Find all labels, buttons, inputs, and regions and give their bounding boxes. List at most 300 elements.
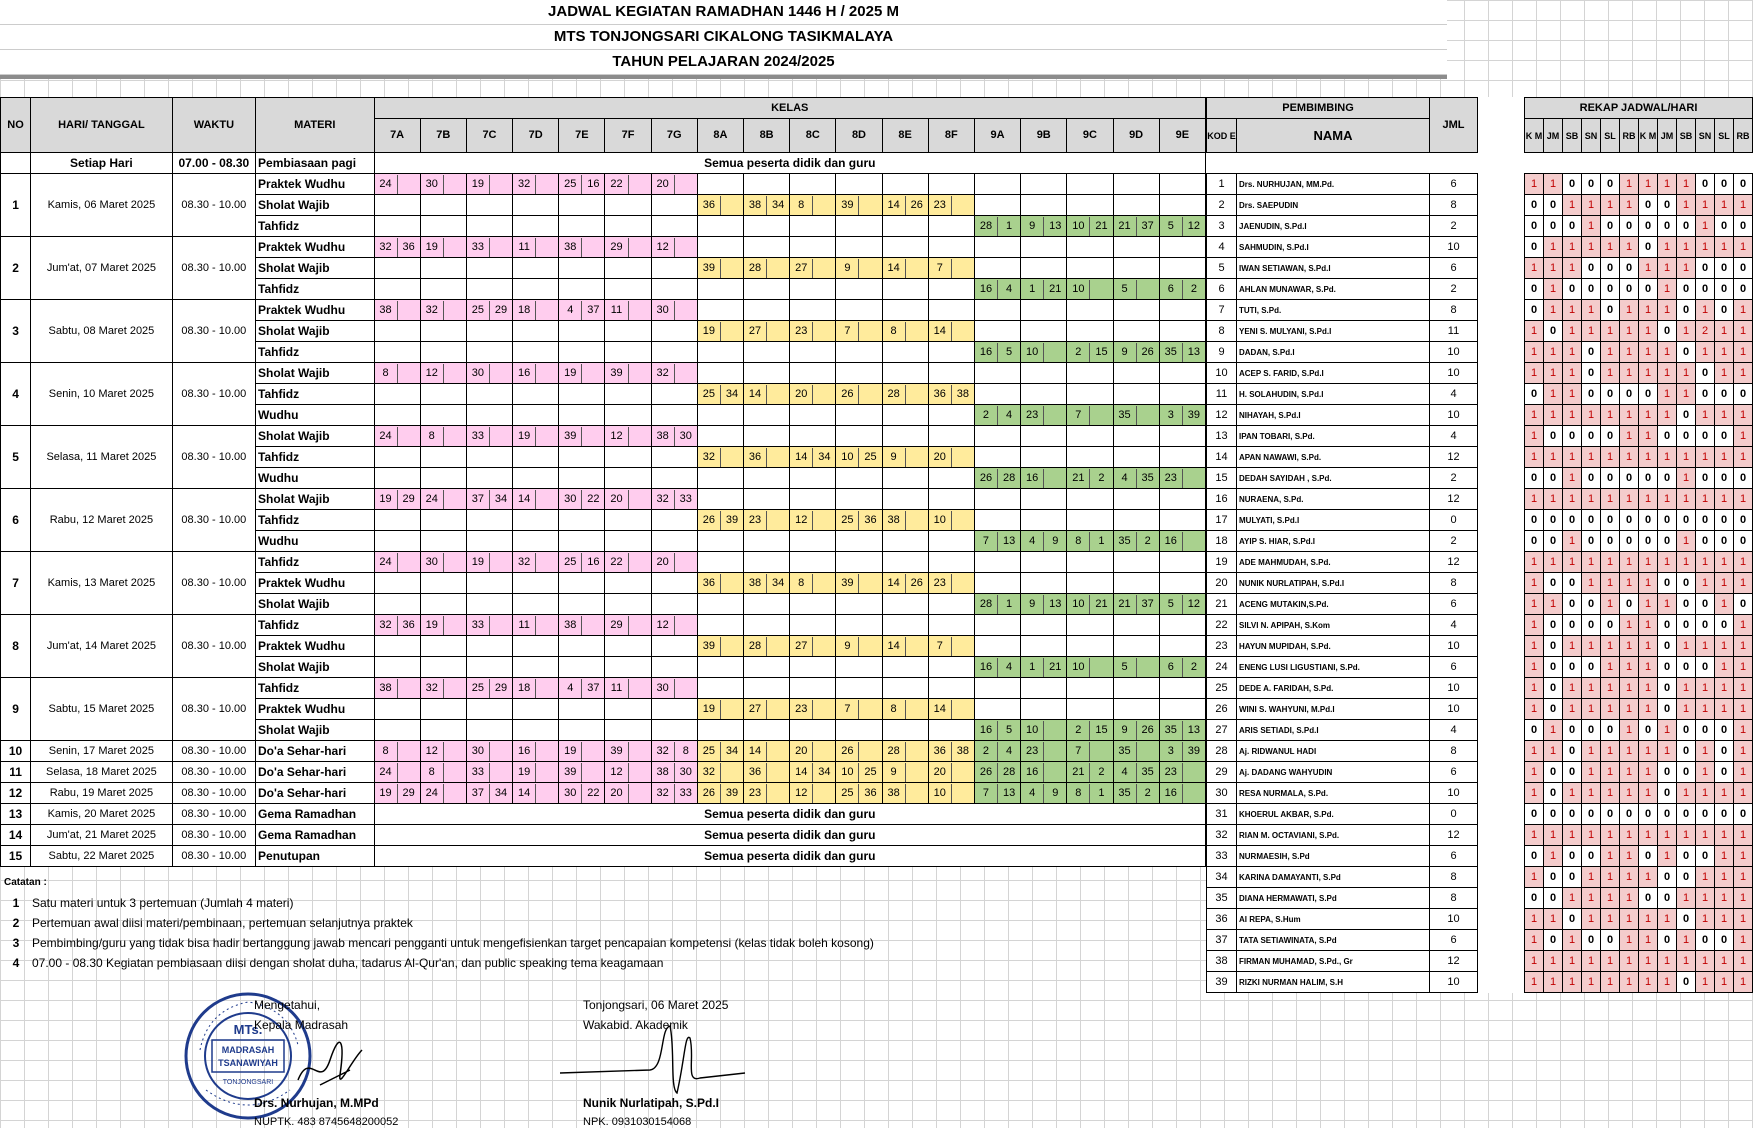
class-cell: [928, 300, 974, 321]
rekap-cell: 0: [1544, 783, 1563, 804]
class-value: [675, 553, 697, 572]
class-cell: [1067, 426, 1113, 447]
class-value: 13: [1002, 534, 1016, 547]
class-cell: [1067, 636, 1113, 657]
gap-cell: [1478, 573, 1525, 594]
class-value: 6: [1160, 658, 1183, 677]
teacher-name: WINI S. WAHYUNI, M.Pd.I: [1237, 699, 1430, 720]
stamp-tonjongsari: TONJONGSARI: [222, 1079, 274, 1086]
class-cell: [836, 426, 882, 447]
pembimbing-row: [1207, 552, 1753, 573]
day-waktu: 08.30 - 10.00: [172, 678, 255, 741]
class-value: 22: [587, 786, 600, 799]
class-cell: [836, 531, 882, 552]
class-cell: [651, 342, 697, 363]
class-value: 24: [421, 490, 444, 509]
class-value: [490, 364, 512, 383]
rekap-cell: 1: [1734, 972, 1753, 993]
kelas-header-9d: 9D: [1113, 119, 1159, 153]
class-cell: [790, 321, 836, 342]
class-value: 32: [698, 763, 721, 782]
class-cell: [466, 447, 512, 468]
class-cell: [836, 468, 882, 489]
rekap-cell: 1: [1715, 489, 1734, 510]
kelas-header-7a: 7A: [374, 119, 420, 153]
class-cell: [1159, 174, 1205, 195]
class-value: [444, 784, 466, 803]
class-value: 7: [836, 700, 859, 719]
rekap-cell: 1: [1639, 552, 1658, 573]
materi-cell: Gema Ramadhan: [256, 825, 374, 846]
class-value: [490, 616, 512, 635]
teacher-name: ACENG MUTAKIN,S.Pd.: [1237, 594, 1430, 615]
rekap-cell: 1: [1601, 237, 1620, 258]
class-value: 28: [883, 385, 906, 404]
teacher-name: AYIP S. HIAR, S.Pd.I: [1237, 531, 1430, 552]
class-value: 30: [559, 490, 582, 509]
rekap-cell: 0: [1601, 174, 1620, 195]
class-cell: [374, 594, 420, 615]
class-value: [813, 511, 835, 530]
class-cell: [374, 195, 420, 216]
teacher-jml: 10: [1430, 909, 1478, 930]
class-cell: [744, 426, 790, 447]
class-value: 33: [467, 616, 490, 635]
rekap-cell: 1: [1525, 867, 1544, 888]
class-value: 8: [883, 322, 906, 341]
class-cell: [1113, 258, 1159, 279]
class-cell: [974, 636, 1020, 657]
sig-left-line1: Mengetahui,: [254, 998, 321, 1012]
notes-section: [0, 873, 1206, 973]
sheet-titles: [0, 0, 1447, 79]
class-value: 23: [929, 574, 952, 593]
class-value: [444, 616, 466, 635]
rekap-cell: 1: [1677, 468, 1696, 489]
class-value: [906, 322, 928, 341]
class-value: 39: [725, 513, 739, 526]
rekap-cell: 1: [1525, 258, 1544, 279]
rekap-cell: 0: [1563, 867, 1582, 888]
teacher-jml: 6: [1430, 762, 1478, 783]
class-value: 38: [559, 238, 582, 257]
rekap-cell: 0: [1696, 594, 1715, 615]
class-cell: [420, 657, 466, 678]
class-value: 14: [929, 700, 952, 719]
rekap-cell: 1: [1601, 909, 1620, 930]
rekap-cell: 1: [1715, 447, 1734, 468]
class-value: 5: [1006, 723, 1013, 736]
class-cell: [559, 468, 605, 489]
rekap-cell: 1: [1563, 930, 1582, 951]
class-value: [582, 238, 604, 257]
gap-cell: [1478, 636, 1525, 657]
pembimbing-row: [1207, 468, 1753, 489]
rekap-cell: 1: [1658, 342, 1677, 363]
day-no: 10: [1, 741, 31, 762]
class-value: 9: [1052, 786, 1059, 799]
teacher-name: ADE MAHMUDAH, S.Pd.: [1237, 552, 1430, 573]
pembimbing-row: [1207, 321, 1753, 342]
rekap-cell: 1: [1544, 258, 1563, 279]
note-text: 07.00 - 08.30 Kegiatan pembiasaan diisi dengan sholat duha, tadarus Al-Qur'an, dan public speaking tema keagamaan: [32, 956, 664, 970]
class-cell: [420, 573, 466, 594]
kelas-header-7c: 7C: [466, 119, 512, 153]
class-cell: [1113, 783, 1159, 804]
class-value: 28: [744, 259, 767, 278]
teacher-jml: 12: [1430, 825, 1478, 846]
class-value: [536, 427, 558, 446]
rekap-cell: 1: [1715, 552, 1734, 573]
class-cell: [374, 405, 420, 426]
class-cell: [790, 783, 836, 804]
class-value: 12: [1187, 219, 1201, 232]
kelas-header-9a: 9A: [974, 119, 1020, 153]
class-value: [629, 490, 651, 509]
class-cell: [974, 195, 1020, 216]
class-value: 5: [1160, 217, 1183, 236]
gap-cell: [1478, 888, 1525, 909]
teacher-jml: 6: [1430, 657, 1478, 678]
rekap-cell: 0: [1639, 531, 1658, 552]
rekap-cell: 1: [1696, 867, 1715, 888]
materi-cell: Sholat Wajib: [256, 426, 374, 447]
class-value: [675, 175, 697, 194]
rekap-cell: 1: [1620, 195, 1639, 216]
class-value: 16: [1160, 532, 1183, 551]
pembimbing-row: [1207, 867, 1753, 888]
class-value: 19: [513, 427, 536, 446]
class-cell: [1067, 720, 1113, 741]
class-cell: [1113, 741, 1159, 762]
class-cell: [513, 762, 559, 783]
rekap-cell: 0: [1734, 804, 1753, 825]
rekap-cell: 1: [1734, 741, 1753, 762]
class-value: 39: [698, 259, 721, 278]
header-materi: MATERI: [256, 98, 374, 153]
rekap-day-header: RB: [1734, 119, 1753, 153]
class-value: 2: [975, 406, 998, 425]
class-cell: [836, 195, 882, 216]
rekap-day-header: RB: [1620, 119, 1639, 153]
rekap-cell: 1: [1734, 237, 1753, 258]
rekap-cell: 1: [1677, 363, 1696, 384]
class-cell: [744, 636, 790, 657]
class-cell: [836, 279, 882, 300]
teacher-jml: 8: [1430, 741, 1478, 762]
class-cell: [697, 636, 743, 657]
class-cell: [651, 720, 697, 741]
teacher-name: DEDE A. FARIDAH, S.Pd.: [1237, 678, 1430, 699]
class-cell: [744, 237, 790, 258]
class-value: 10: [1021, 721, 1044, 740]
materi-cell: Tahfidz: [256, 216, 374, 237]
class-cell: [790, 426, 836, 447]
rekap-cell: 1: [1696, 762, 1715, 783]
class-cell: [882, 678, 928, 699]
class-cell: [559, 762, 605, 783]
rekap-cell: 1: [1734, 846, 1753, 867]
teacher-name: Aj. RIDWANUL HADI: [1237, 741, 1430, 762]
materi-cell: Tahfidz: [256, 615, 374, 636]
rekap-cell: 0: [1601, 531, 1620, 552]
class-value: 20: [929, 763, 952, 782]
class-cell: [1113, 573, 1159, 594]
rekap-cell: 0: [1715, 804, 1734, 825]
class-value: [1044, 469, 1066, 488]
rekap-cell: 0: [1563, 573, 1582, 594]
rekap-cell: 0: [1544, 804, 1563, 825]
class-value: 32: [652, 784, 675, 803]
note-item: [0, 913, 1206, 933]
sig-right-line1: Tonjongsari, 06 Maret 2025: [583, 998, 729, 1012]
class-cell: [1067, 762, 1113, 783]
class-cell: [697, 447, 743, 468]
class-cell: [790, 699, 836, 720]
class-cell: [836, 510, 882, 531]
rekap-cell: 1: [1525, 783, 1544, 804]
class-value: 8: [1067, 532, 1090, 551]
class-cell: [374, 489, 420, 510]
pembimbing-row: [1207, 909, 1753, 930]
class-value: 25: [467, 301, 490, 320]
rekap-cell: 1: [1639, 951, 1658, 972]
class-value: [629, 364, 651, 383]
class-value: 37: [1141, 219, 1154, 232]
day-no: 12: [1, 783, 31, 804]
class-value: 7: [929, 259, 952, 278]
day-2-row-1: [1, 237, 1206, 258]
class-value: 7: [1067, 742, 1090, 761]
class-cell: [1159, 279, 1205, 300]
pembimbing-row: [1207, 216, 1753, 237]
class-cell: [466, 237, 512, 258]
class-cell: [790, 720, 836, 741]
rekap-cell: 0: [1677, 279, 1696, 300]
pembimbing-spacer: [1207, 153, 1753, 174]
class-value: 38: [883, 784, 906, 803]
class-value: [859, 322, 881, 341]
class-cell: [697, 279, 743, 300]
class-value: 14: [790, 763, 813, 782]
rekap-cell: 1: [1525, 930, 1544, 951]
class-cell: [1021, 174, 1067, 195]
rekap-cell: 0: [1582, 279, 1601, 300]
class-cell: [559, 258, 605, 279]
gap-cell: [1478, 174, 1525, 195]
rekap-cell: 1: [1525, 636, 1544, 657]
rekap-cell: 0: [1563, 720, 1582, 741]
rekap-cell: 0: [1658, 678, 1677, 699]
class-value: 21: [1114, 595, 1137, 614]
class-cell: [928, 195, 974, 216]
rekap-cell: 0: [1715, 615, 1734, 636]
class-value: 21: [1114, 217, 1137, 236]
stamp-mts: MTs.: [233, 1022, 263, 1037]
class-value: 21: [1067, 763, 1090, 782]
class-cell: [466, 636, 512, 657]
rekap-cell: 1: [1658, 552, 1677, 573]
rekap-cell: 0: [1544, 930, 1563, 951]
rekap-cell: 1: [1677, 321, 1696, 342]
class-cell: [697, 300, 743, 321]
teacher-name: NURAENA, S.Pd.: [1237, 489, 1430, 510]
class-cell: [1067, 216, 1113, 237]
class-value: 35: [1160, 721, 1183, 740]
rekap-cell: 1: [1620, 300, 1639, 321]
teacher-code: 24: [1207, 657, 1237, 678]
rekap-cell: 0: [1677, 615, 1696, 636]
rekap-day-header: SL: [1601, 119, 1620, 153]
rekap-cell: 1: [1658, 363, 1677, 384]
class-cell: [882, 552, 928, 573]
class-value: [629, 763, 651, 782]
class-cell: [974, 258, 1020, 279]
class-cell: [697, 216, 743, 237]
class-cell: [1159, 783, 1205, 804]
class-value: 24: [375, 763, 398, 782]
rekap-cell: 1: [1658, 594, 1677, 615]
class-cell: [1113, 363, 1159, 384]
rekap-cell: 1: [1734, 342, 1753, 363]
rekap-cell: 1: [1620, 174, 1639, 195]
rekap-cell: 0: [1658, 468, 1677, 489]
class-value: 33: [467, 763, 490, 782]
class-cell: [744, 489, 790, 510]
title-line-1: JADWAL KEGIATAN RAMADHAN 1446 H / 2025 M: [0, 0, 1447, 25]
class-cell: [790, 174, 836, 195]
rekap-cell: 1: [1601, 636, 1620, 657]
teacher-name: IWAN SETIAWAN, S.Pd.I: [1237, 258, 1430, 279]
class-cell: [928, 657, 974, 678]
class-value: [629, 679, 651, 698]
class-value: 10: [929, 784, 952, 803]
rekap-cell: 0: [1677, 909, 1696, 930]
rekap-cell: 0: [1544, 531, 1563, 552]
rekap-cell: 0: [1544, 321, 1563, 342]
class-value: [952, 259, 974, 278]
rekap-cell: 1: [1544, 846, 1563, 867]
class-cell: [1159, 510, 1205, 531]
class-value: 32: [421, 301, 444, 320]
class-cell: [374, 342, 420, 363]
class-cell: [790, 258, 836, 279]
class-cell: [374, 510, 420, 531]
rekap-cell: 0: [1639, 720, 1658, 741]
class-cell: [836, 657, 882, 678]
header-nama: NAMA: [1237, 119, 1430, 153]
class-cell: [466, 510, 512, 531]
day-9-row-1: [1, 678, 1206, 699]
day-date: Rabu, 12 Maret 2025: [31, 489, 173, 552]
class-cell: [420, 594, 466, 615]
rekap-cell: 0: [1658, 195, 1677, 216]
header-pembimbing: PEMBIMBING: [1207, 98, 1430, 119]
class-value: 26: [910, 576, 923, 589]
class-cell: [1021, 678, 1067, 699]
class-value: 38: [744, 196, 767, 215]
class-value: 19: [698, 322, 721, 341]
row-setiap-hari: [1, 153, 1206, 174]
rekap-cell: 0: [1639, 804, 1658, 825]
rekap-cell: 0: [1715, 762, 1734, 783]
rekap-cell: 1: [1696, 699, 1715, 720]
class-cell: [974, 531, 1020, 552]
pembimbing-row: [1207, 657, 1753, 678]
class-value: 29: [494, 303, 508, 316]
class-value: 10: [836, 763, 859, 782]
rekap-cell: 1: [1601, 888, 1620, 909]
rekap-cell: 1: [1525, 342, 1544, 363]
rekap-cell: 0: [1734, 258, 1753, 279]
teacher-jml: 10: [1430, 699, 1478, 720]
rekap-cell: 1: [1696, 489, 1715, 510]
rekap-cell: 1: [1563, 363, 1582, 384]
class-cell: [605, 699, 651, 720]
class-value: 23: [790, 322, 813, 341]
class-value: 4: [1021, 532, 1044, 551]
rekap-cell: 0: [1563, 657, 1582, 678]
class-cell: [790, 195, 836, 216]
class-cell: [420, 699, 466, 720]
class-value: 12: [1187, 597, 1201, 610]
class-value: [1044, 343, 1066, 362]
rekap-cell: 1: [1734, 195, 1753, 216]
gap-cell: [1478, 615, 1525, 636]
class-cell: [559, 342, 605, 363]
rekap-cell: 0: [1601, 384, 1620, 405]
class-value: 14: [883, 196, 906, 215]
class-value: [675, 238, 697, 257]
rekap-cell: 0: [1677, 405, 1696, 426]
class-value: 2: [1098, 765, 1105, 778]
class-cell: [928, 468, 974, 489]
rekap-cell: 0: [1544, 867, 1563, 888]
class-value: 28: [1002, 765, 1016, 778]
class-cell: [974, 279, 1020, 300]
class-value: 25: [864, 450, 877, 463]
class-cell: [513, 510, 559, 531]
class-value: 4: [1114, 763, 1137, 782]
class-value: [906, 448, 928, 467]
class-cell: [836, 363, 882, 384]
class-cell: [882, 531, 928, 552]
teacher-name: AHLAN MUNAWAR, S.Pd.: [1237, 279, 1430, 300]
rekap-cell: 0: [1563, 510, 1582, 531]
rekap-cell: 1: [1544, 720, 1563, 741]
class-cell: [420, 216, 466, 237]
teacher-name: TATA SETIAWINATA, S.Pd: [1237, 930, 1430, 951]
day-no: 6: [1, 489, 31, 552]
doa-row-12: [1, 783, 1206, 804]
rekap-cell: 1: [1525, 972, 1544, 993]
class-value: 19: [559, 742, 582, 761]
class-cell: [1067, 552, 1113, 573]
class-cell: [605, 237, 651, 258]
pembimbing-row: [1207, 972, 1753, 993]
rekap-cell: 0: [1544, 195, 1563, 216]
class-cell: [836, 573, 882, 594]
class-cell: [790, 636, 836, 657]
class-cell: [466, 489, 512, 510]
class-cell: [1159, 594, 1205, 615]
day-waktu: 08.30 - 10.00: [172, 846, 255, 867]
rekap-cell: 0: [1696, 531, 1715, 552]
rekap-cell: 1: [1544, 447, 1563, 468]
class-value: [490, 742, 512, 761]
class-cell: [605, 531, 651, 552]
rekap-cell: 1: [1677, 699, 1696, 720]
